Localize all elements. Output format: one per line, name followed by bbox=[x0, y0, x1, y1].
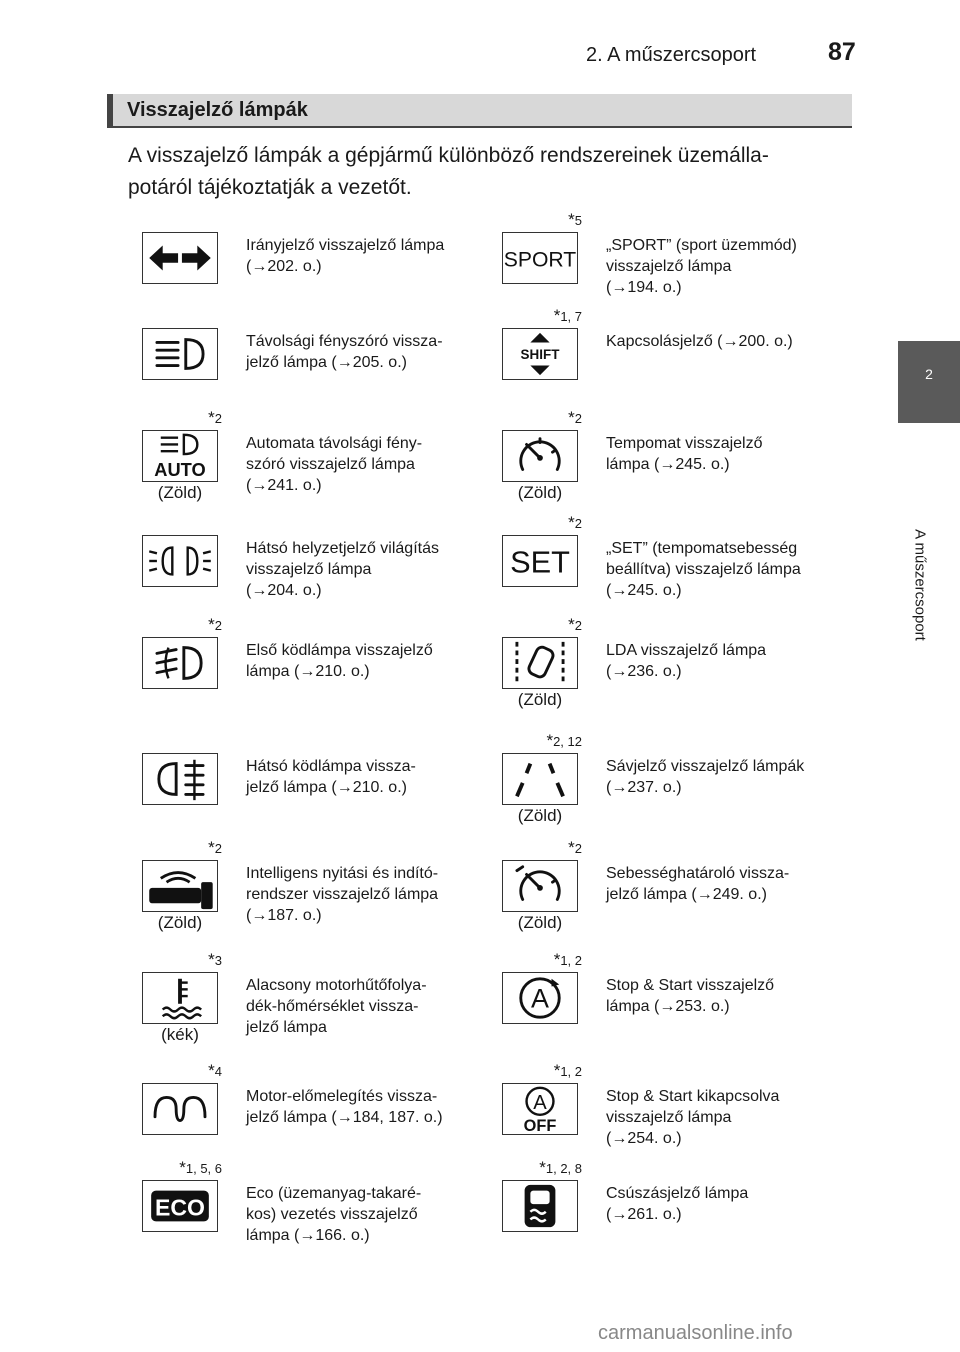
lda-icon bbox=[502, 637, 578, 689]
intro-text: A visszajelző lámpák a gépjármű különböző rendszereinek üzemálla- potáról tájékoztatják a vezetőt. bbox=[128, 144, 769, 199]
svg-text:SHIFT: SHIFT bbox=[520, 346, 560, 362]
lamp-description: Stop & Start visszajelző lámpa (→253. o.) bbox=[606, 977, 775, 1015]
lamp-description: Intelligens nyitási és indító- rendszer visszajelző lámpa (→187. o.) bbox=[246, 865, 439, 924]
lamp-description: Stop & Start kikapcsolva visszajelző lámpa (→254. o.) bbox=[606, 1088, 780, 1147]
smart-key-icon bbox=[142, 860, 218, 912]
lamp-description: Első ködlámpa visszajelző lámpa (→210. o.) bbox=[246, 642, 433, 680]
footnote-number: 2 bbox=[214, 411, 222, 426]
footnote-number: 4 bbox=[214, 1064, 222, 1079]
rear-fog-icon bbox=[142, 753, 218, 805]
footnote-marker: *2 bbox=[208, 408, 222, 427]
footnote-number: 2 bbox=[574, 841, 582, 856]
lane-lines-icon bbox=[502, 753, 578, 805]
footnote-number: 1, 7 bbox=[560, 309, 582, 324]
side-tab-label: A műszercsoport bbox=[911, 529, 929, 641]
svg-text:SPORT: SPORT bbox=[503, 248, 577, 272]
footnote-marker: *2 bbox=[568, 408, 582, 427]
footnote-number: 1, 5, 6 bbox=[185, 1161, 222, 1176]
footnote-marker: *2 bbox=[208, 838, 222, 857]
lamp-description: Kapcsolásjelző (→200. o.) bbox=[606, 333, 793, 350]
footnote-number: 2 bbox=[214, 618, 222, 633]
svg-text:ECO: ECO bbox=[155, 1194, 205, 1221]
cruise-control-icon bbox=[502, 430, 578, 482]
sport-mode-icon bbox=[502, 232, 578, 284]
lamp-description: Alacsony motorhűtőfolya- dék-hőmérséklet vissza- jelző lámpa bbox=[246, 977, 427, 1036]
footnote-marker: *2 bbox=[568, 838, 582, 857]
footnote-marker: *2 bbox=[208, 615, 222, 634]
svg-text:SET: SET bbox=[510, 544, 570, 580]
stop-start-icon bbox=[502, 972, 578, 1024]
lamp-description: Motor-előmelegítés vissza- jelző lámpa (→184, 187. o.) bbox=[246, 1088, 443, 1126]
side-tab[interactable]: 2 bbox=[898, 341, 960, 423]
lamp-description: Hátsó ködlámpa vissza- jelző lámpa (→210. o.) bbox=[246, 758, 416, 796]
high-beam-icon bbox=[142, 328, 218, 380]
lamp-description: „SET” (tempomatsebesség beállítva) visszajelző lámpa (→245. o.) bbox=[606, 540, 801, 599]
slip-indicator-icon bbox=[502, 1180, 578, 1232]
lamp-description: Sávjelző visszajelző lámpák (→237. o.) bbox=[606, 758, 805, 796]
footnote-number: 2 bbox=[214, 841, 222, 856]
lamp-description: LDA visszajelző lámpa (→236. o.) bbox=[606, 642, 767, 680]
footnote-number: 2, 12 bbox=[553, 734, 582, 749]
tail-light-icon bbox=[142, 535, 218, 587]
svg-text:OFF: OFF bbox=[523, 1117, 557, 1134]
footnote-number: 2 bbox=[574, 618, 582, 633]
shift-indicator-icon bbox=[502, 328, 578, 380]
footnote-number: 2 bbox=[574, 516, 582, 531]
footnote-marker: *2 bbox=[568, 513, 582, 532]
footnote-number: 2 bbox=[574, 411, 582, 426]
lamp-color-caption: (Zöld) bbox=[157, 483, 203, 502]
lamp-description: Csúszásjelző lámpa (→261. o.) bbox=[606, 1185, 749, 1223]
footnote-marker: *2, 12 bbox=[546, 731, 582, 750]
lamp-description: Irányjelző visszajelző lámpa (→202. o.) bbox=[246, 237, 445, 275]
lamp-description: Hátsó helyzetjelző világítás visszajelző lámpa (→204. o.) bbox=[246, 540, 439, 599]
footnote-marker: *1, 2, 8 bbox=[539, 1158, 582, 1177]
auto-high-beam-icon bbox=[142, 430, 218, 482]
watermark: carmanualsonline.info bbox=[598, 1322, 793, 1344]
svg-text:AUTO: AUTO bbox=[154, 459, 206, 481]
lamp-color-caption: (Zöld) bbox=[157, 913, 203, 932]
eco-driving-icon bbox=[142, 1180, 218, 1232]
footnote-marker: *1, 5, 6 bbox=[179, 1158, 222, 1177]
lamp-color-caption: (Zöld) bbox=[517, 806, 563, 825]
chapter-title: 2. A műszercsoport bbox=[586, 44, 757, 66]
svg-text:A: A bbox=[533, 1092, 547, 1114]
footnote-number: 3 bbox=[214, 953, 222, 968]
lamp-description: „SPORT” (sport üzemmód) visszajelző lámpa (→194. o.) bbox=[606, 237, 797, 296]
lamp-description: Automata távolsági fény- szóró visszajelző lámpa (→241. o.) bbox=[246, 435, 423, 494]
footnote-marker: *1, 2 bbox=[553, 950, 582, 969]
stop-start-off-icon bbox=[502, 1083, 578, 1135]
lamp-description: Sebességhatároló vissza- jelző lámpa (→249. o.) bbox=[606, 865, 790, 903]
lamp-color-caption: (Zöld) bbox=[517, 690, 563, 709]
coolant-temp-icon bbox=[142, 972, 218, 1024]
footnote-marker: *2 bbox=[568, 615, 582, 634]
turn-signal-icon bbox=[142, 232, 218, 284]
footnote-number: 1, 2 bbox=[560, 953, 582, 968]
section-title: Visszajelző lámpák bbox=[107, 94, 852, 128]
lamp-description: Tempomat visszajelző lámpa (→245. o.) bbox=[606, 435, 763, 473]
footnote-number: 1, 2, 8 bbox=[545, 1161, 582, 1176]
lamp-color-caption: (Zöld) bbox=[517, 483, 563, 502]
lamp-description: Eco (üzemanyag-takaré- kos) vezetés visszajelző lámpa (→166. o.) bbox=[246, 1185, 422, 1244]
glow-plug-icon bbox=[142, 1083, 218, 1135]
footnote-marker: *5 bbox=[568, 210, 582, 229]
footnote-marker: *3 bbox=[208, 950, 222, 969]
footnote-marker: *1, 2 bbox=[553, 1061, 582, 1080]
lamp-description: Távolsági fényszóró vissza- jelző lámpa (→205. o.) bbox=[246, 333, 443, 371]
footnote-marker: *1, 7 bbox=[553, 306, 582, 325]
footnote-marker: *4 bbox=[208, 1061, 222, 1080]
front-fog-icon bbox=[142, 637, 218, 689]
page-number: 87 bbox=[828, 38, 856, 66]
speed-limiter-icon bbox=[502, 860, 578, 912]
footnote-number: 1, 2 bbox=[560, 1064, 582, 1079]
cruise-set-icon bbox=[502, 535, 578, 587]
svg-text:A: A bbox=[531, 983, 549, 1014]
lamp-color-caption: (kék) bbox=[161, 1025, 199, 1044]
footnote-number: 5 bbox=[574, 213, 582, 228]
lamp-color-caption: (Zöld) bbox=[517, 913, 563, 932]
